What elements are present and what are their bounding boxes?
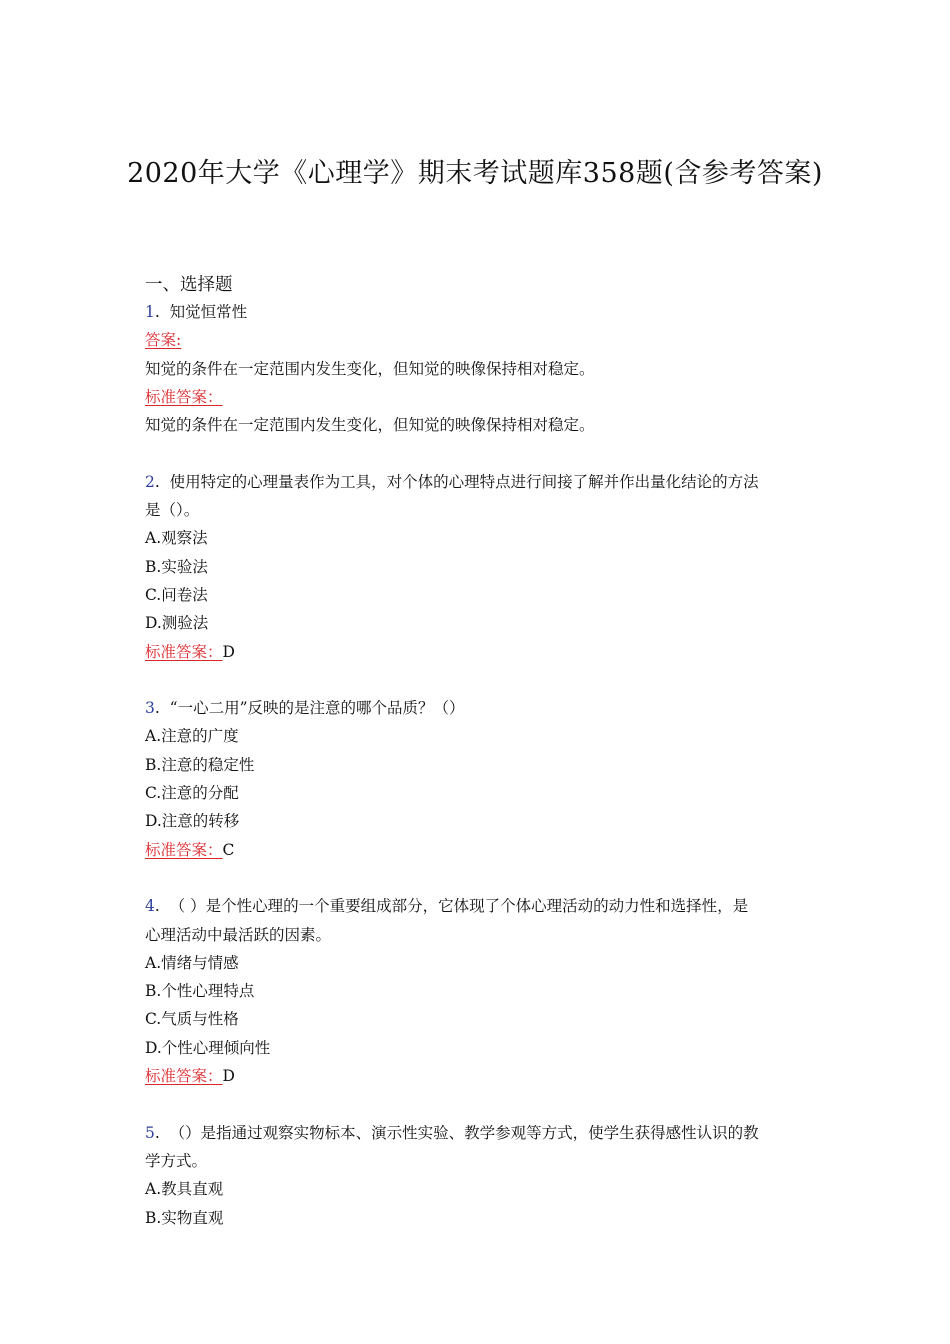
question-text-continued: 心理活动中最活跃的因素。	[145, 925, 332, 944]
question-2	[145, 468, 825, 666]
option-d: D.注意的转移	[145, 812, 240, 831]
standard-answer-label: 标准答案：	[145, 840, 223, 859]
document-title: 2020年大学《心理学》期末考试题库358题(含参考答案)	[127, 158, 823, 189]
question-number-separator: .	[154, 303, 160, 321]
standard-answer-text: 知觉的条件在一定范围内发生变化，但知觉的映像保持相对稳定。	[145, 416, 595, 435]
option-d: D.个性心理倾向性	[145, 1038, 271, 1057]
standard-answer-value: C	[222, 840, 235, 859]
option-c: C.注意的分配	[145, 784, 239, 803]
option-c: C.气质与性格	[145, 1010, 239, 1029]
question-text: （ ）是个性心理的一个重要组成部分，它体现了个体心理活动的动力性和选择性，是	[169, 897, 749, 916]
question-4-stem	[145, 892, 825, 920]
standard-answer-label: 标准答案：	[145, 642, 223, 661]
question-3-stem	[145, 694, 825, 722]
question-3	[145, 694, 825, 864]
standard-answer-label: 标准答案：	[145, 387, 223, 406]
question-text: （）是指通过观察实物标本、演示性实验、教学参观等方式，使学生获得感性认识的教	[169, 1123, 759, 1142]
question-number-separator: .	[154, 472, 160, 491]
document-content	[145, 272, 825, 1232]
question-5-stem	[145, 1119, 825, 1147]
question-number: 5	[145, 1123, 155, 1142]
option-a: A.观察法	[145, 529, 208, 548]
option-a: A.情绪与情感	[145, 953, 239, 972]
question-number: 2	[145, 472, 155, 491]
option-b: B.实验法	[145, 557, 208, 576]
question-5	[145, 1119, 825, 1232]
section-heading: 一、选择题	[145, 275, 233, 295]
question-1	[145, 298, 825, 439]
question-number: 1	[145, 303, 155, 321]
question-text-continued: 学方式。	[145, 1151, 208, 1170]
option-b: B.实物直观	[145, 1208, 224, 1227]
question-1-stem	[145, 298, 825, 326]
standard-answer-value: D	[222, 1067, 235, 1086]
question-2-stem	[145, 468, 825, 496]
option-a: A.注意的广度	[145, 727, 239, 746]
question-number: 4	[145, 897, 155, 916]
standard-answer-value: D	[222, 642, 235, 661]
option-a: A.教具直观	[145, 1180, 224, 1199]
question-text: “一心二用”反映的是注意的哪个品质？（）	[169, 699, 465, 718]
option-c: C.问卷法	[145, 585, 208, 604]
answer-text: 知觉的条件在一定范围内发生变化，但知觉的映像保持相对稳定。	[145, 359, 595, 378]
question-number-separator: .	[154, 897, 160, 916]
question-number: 3	[145, 699, 155, 718]
question-4	[145, 892, 825, 1090]
question-number-separator: .	[154, 1123, 160, 1142]
option-b: B.个性心理特点	[145, 982, 255, 1001]
option-b: B.注意的稳定性	[145, 755, 255, 774]
option-d: D.测验法	[145, 614, 209, 633]
question-text: 知觉恒常性	[169, 303, 248, 321]
question-number-separator: .	[154, 699, 160, 718]
answer-label: 答案:	[145, 331, 182, 350]
standard-answer-label: 标准答案：	[145, 1067, 223, 1086]
question-text-continued: 是（）。	[145, 501, 200, 520]
question-text: 使用特定的心理量表作为工具，对个体的心理特点进行间接了解并作出量化结论的方法	[169, 472, 759, 491]
